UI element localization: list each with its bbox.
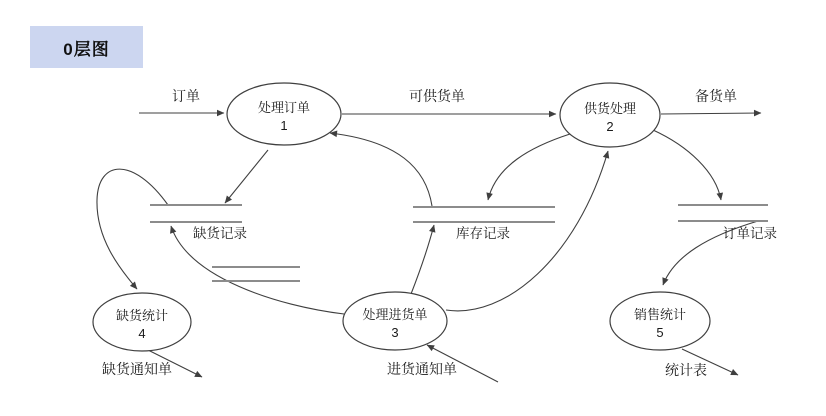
- flow-p1-to-shortage-store: [225, 150, 268, 203]
- process-label-sales-statistics: 销售统计: [633, 307, 687, 322]
- process-label-process-purchase-order: 处理进货单: [362, 307, 428, 322]
- process-shortage-statistics: [93, 293, 191, 351]
- store-unnamed-store: [212, 267, 300, 281]
- flow-label-purchase-notice-in: 进货通知单: [387, 361, 457, 377]
- process-number-shortage-statistics: 4: [138, 326, 146, 341]
- flow-p2-to-order-store: [653, 130, 721, 200]
- flow-label-stock-prep-list-out: 备货单: [695, 88, 737, 104]
- process-number-supply-processing: 2: [606, 119, 614, 134]
- process-number-process-purchase-order: 3: [391, 325, 399, 340]
- flow-p3-to-inventory-store: [411, 225, 434, 294]
- process-label-supply-processing: 供货处理: [583, 101, 637, 116]
- flow-label-available-supply-list: 可供货单: [409, 88, 465, 104]
- flow-inventory-to-p1: [330, 133, 432, 206]
- store-shortage-record: [150, 205, 247, 241]
- flow-stock-prep-list-out: [661, 113, 761, 114]
- flow-p2-to-inventory-store: [488, 134, 570, 200]
- process-label-process-order: 处理订单: [257, 100, 311, 115]
- flow-label-statistics-table-out: 统计表: [665, 362, 707, 378]
- diagram-title: 0层图: [63, 39, 110, 59]
- store-order-record: [678, 205, 777, 241]
- process-sales-statistics: [610, 292, 710, 350]
- flow-label-order-in: 订单: [172, 88, 200, 104]
- process-label-shortage-statistics: 缺货统计: [115, 308, 169, 323]
- flow-shortage-store-to-p4: [97, 169, 168, 289]
- store-inventory-record: [413, 207, 555, 241]
- process-number-sales-statistics: 5: [656, 325, 664, 340]
- process-process-purchase-order: [343, 292, 447, 350]
- store-label-order-record: 订单记录: [723, 226, 777, 241]
- process-supply-processing: [560, 83, 660, 147]
- process-process-order: [227, 83, 341, 145]
- diagram-title-box: [30, 26, 143, 68]
- flow-label-shortage-notice-out: 缺货通知单: [102, 361, 172, 377]
- store-label-shortage-record: 缺货记录: [193, 226, 247, 241]
- process-number-process-order: 1: [280, 118, 288, 133]
- store-label-inventory-record: 库存记录: [456, 226, 510, 241]
